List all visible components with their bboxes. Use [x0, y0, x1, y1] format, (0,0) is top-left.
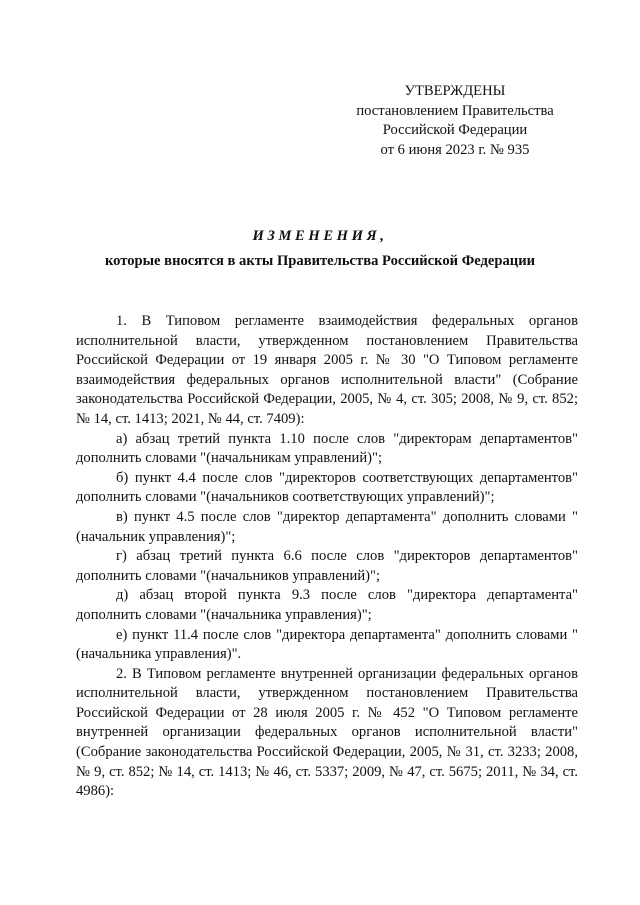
- paragraph: д) абзац второй пункта 9.3 после слов "директора департамента" дополнить словами "(начальника управления)";: [76, 587, 578, 623]
- approval-line: Российской Федерации: [382, 122, 528, 139]
- approval-date-number: от 6 июня 2023 г. № 935: [380, 141, 530, 158]
- document-title: ИЗМЕНЕНИЯ,: [252, 228, 388, 244]
- document-body: [76, 312, 578, 802]
- approval-line: постановлением Правительства: [356, 102, 554, 119]
- paragraph: а) абзац третий пункта 1.10 после слов "директорам департаментов" дополнить словами "(начальникам управлений)";: [76, 430, 578, 467]
- approval-block: [330, 82, 580, 160]
- paragraph: 2. В Типовом регламенте внутренней организации федеральных органов исполнительной власти, утвержденном постановлением Правительства Российской Федерации от 28 июля 2005 г. № 452 "О Типовом регламенте внутренней организации федеральных органов исполнительной власти" (Собрание законодательства Российской Федерации, 2005, № 31, ст. 3233; 2008, № 9, ст. 852; № 14, ст. 1413; № 46, ст. 5337; 2009, № 47, ст. 5675; 2011, № 34, ст. 4986):: [76, 665, 578, 800]
- paragraph: в) пункт 4.5 после слов "директор департамента" дополнить словами "(начальник управления)";: [76, 508, 578, 545]
- document-subtitle: которые вносятся в акты Правительства Российской Федерации: [104, 253, 536, 269]
- approval-heading: УТВЕРЖДЕНЫ: [404, 83, 506, 99]
- paragraph: б) пункт 4.4 после слов "директоров соответствующих департаментов" дополнить словами "(начальников соответствующих управлений)";: [76, 469, 578, 506]
- paragraph: 1. В Типовом регламенте взаимодействия федеральных органов исполнительной власти, утвержденном постановлением Правительства Российской Федерации от 19 января 2005 г. № 30 "О Типовом регламенте взаимодействия федеральных органов исполнительной власти" (Собрание законодательства Российской Федерации, 2005, № 4, ст. 305; 2008, № 9, ст. 852; № 14, ст. 1413; 2021, № 44, ст. 7409):: [76, 313, 578, 427]
- paragraph: е) пункт 11.4 после слов "директора департамента" дополнить словами "(начальника управления)".: [76, 626, 578, 663]
- paragraph: г) абзац третий пункта 6.6 после слов "директоров департаментов" дополнить словами "(начальников управлений)";: [76, 548, 578, 584]
